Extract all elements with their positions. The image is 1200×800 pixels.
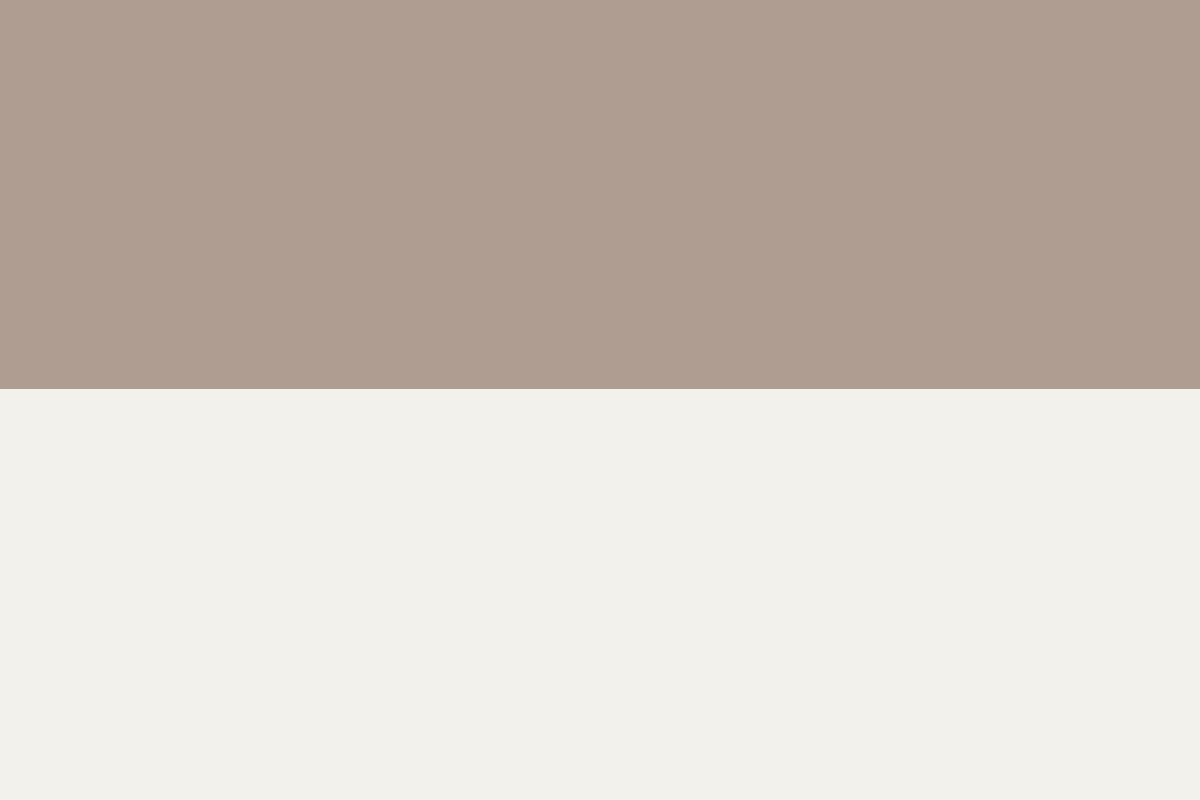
top-text-panel — [0, 0, 1200, 389]
bottom-text-panel — [0, 389, 1200, 800]
